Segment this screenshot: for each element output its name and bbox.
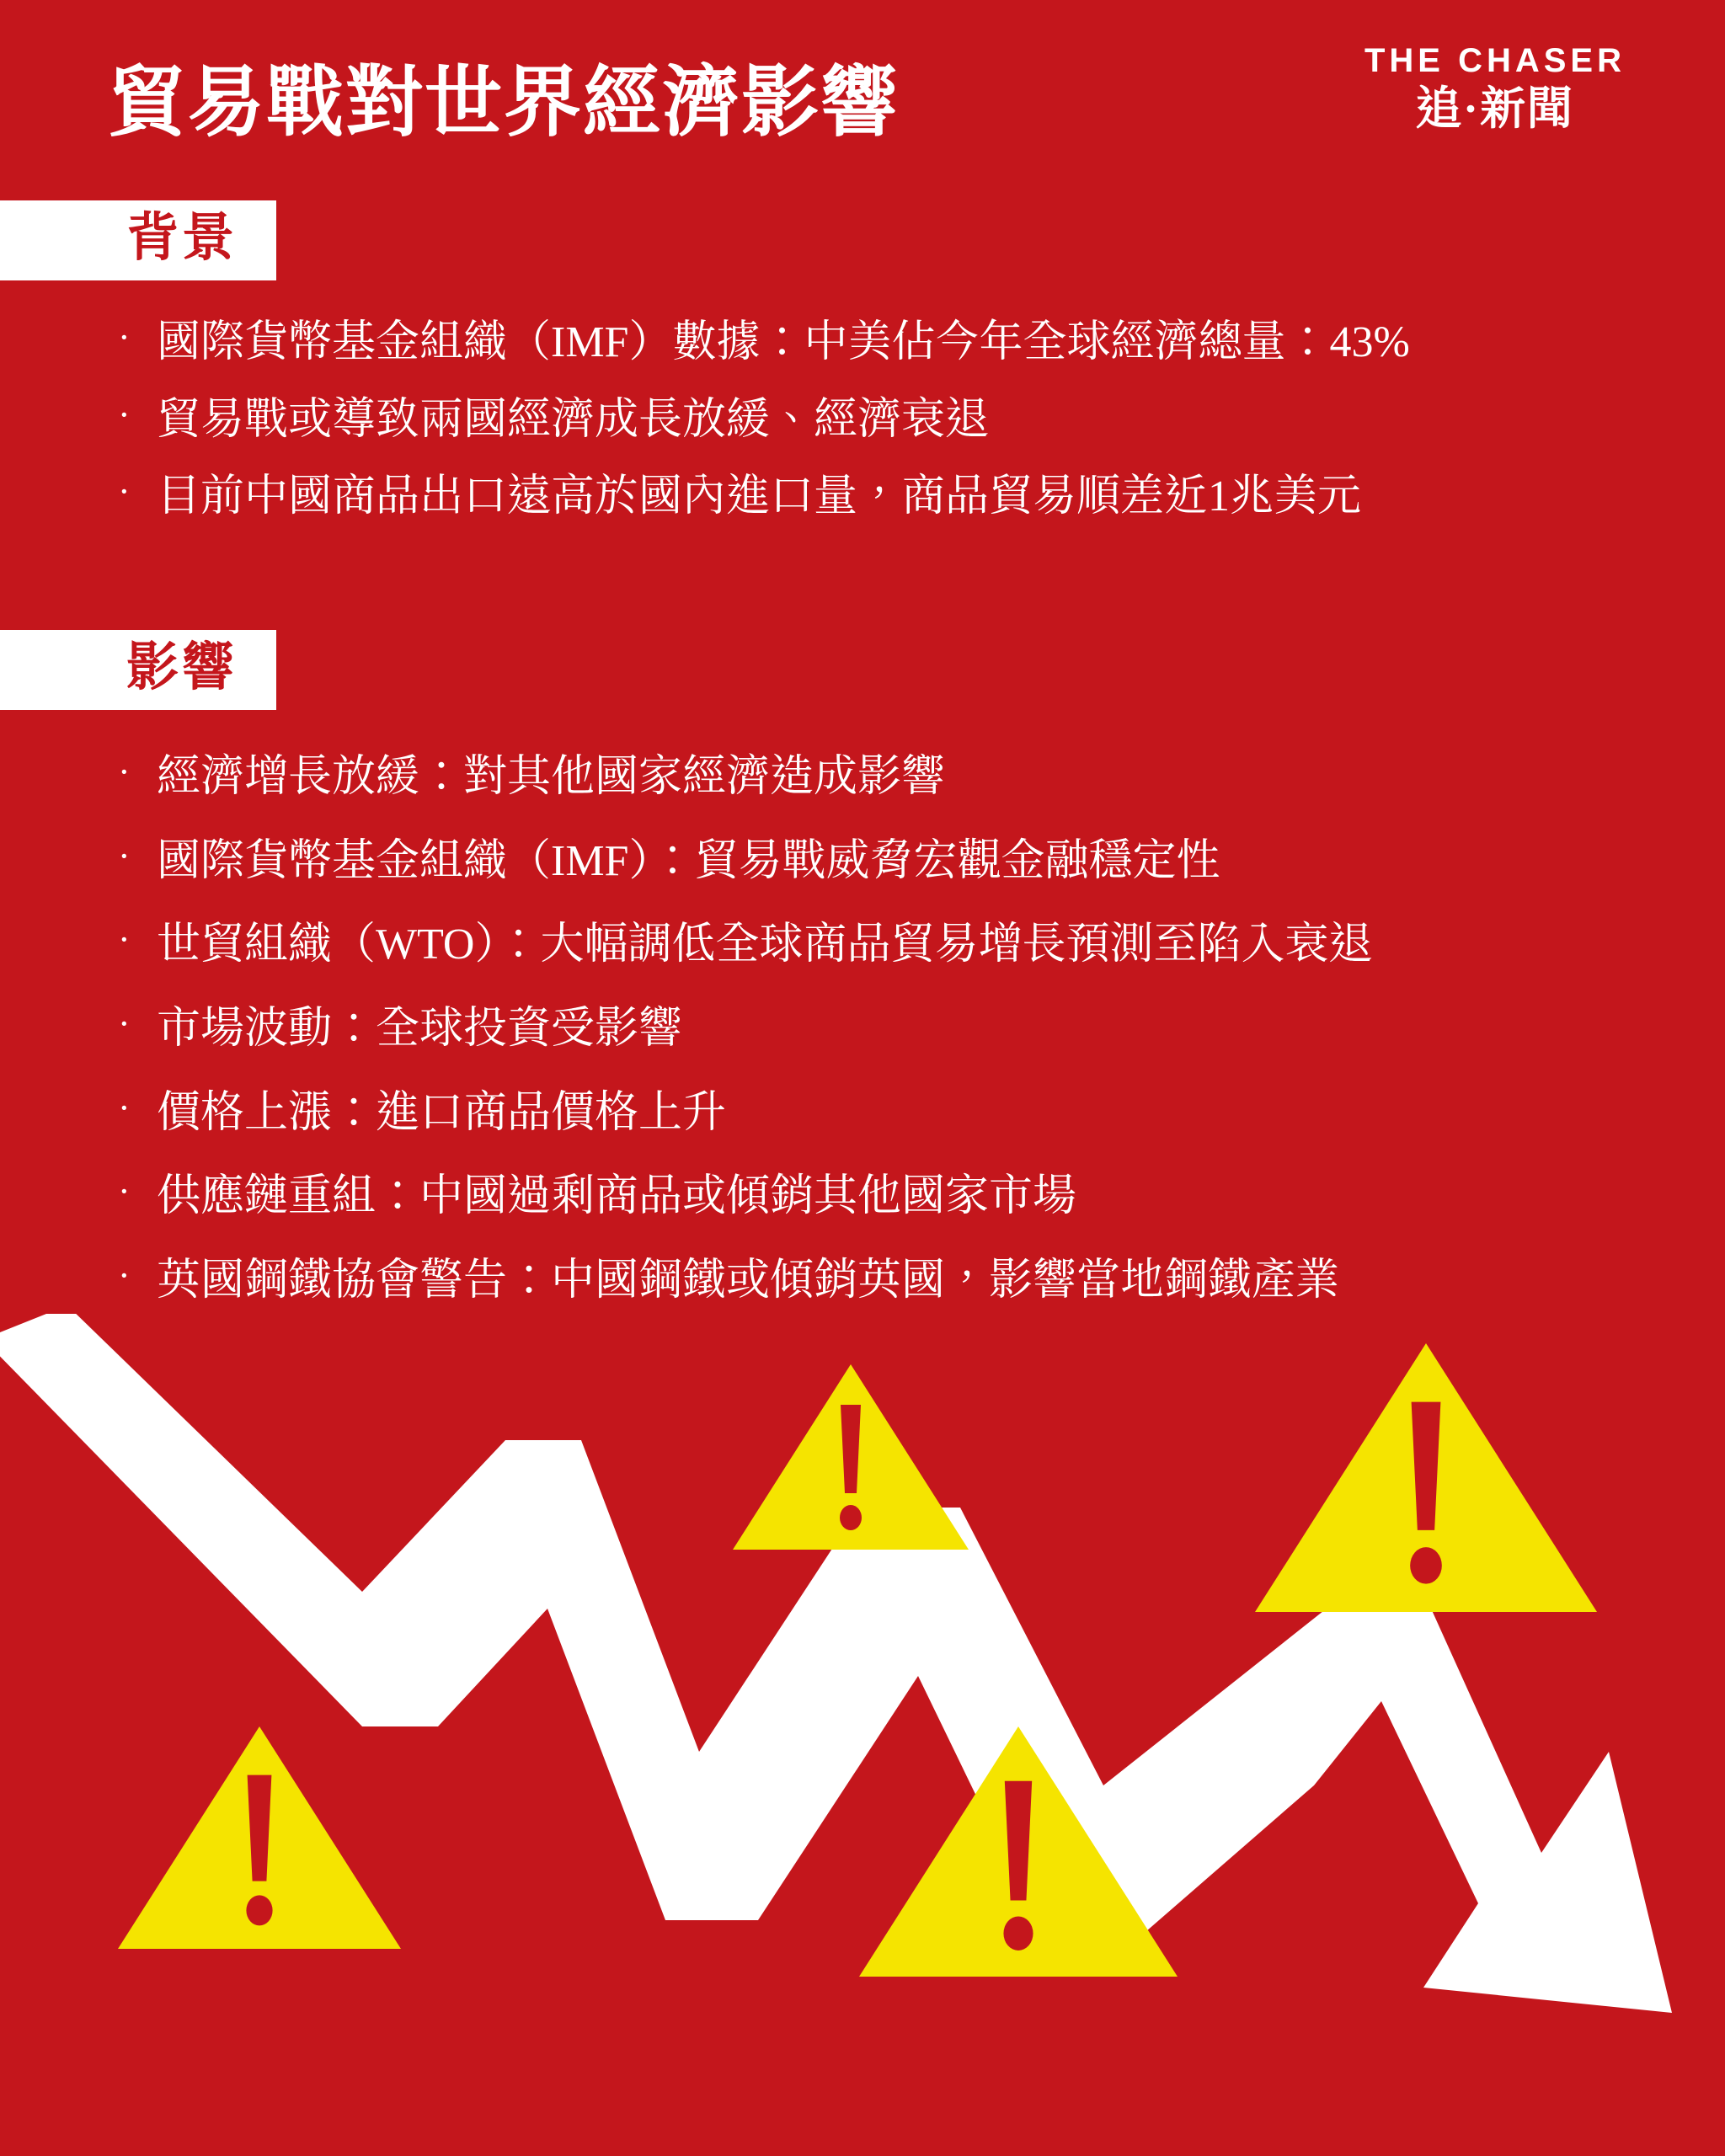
list-item [118, 832, 1649, 891]
list-item-text: 市場波動：全球投資受影響 [157, 1005, 683, 1054]
list-item-text: 國際貨幣基金組織（IMF）數據：中美佔今年全球經濟總量：43% [157, 318, 1410, 366]
brand-name-en: THE CHASER [1364, 42, 1626, 79]
warning-exclamation-triangle-icon [733, 1364, 969, 1550]
list-item-text: 價格上漲：進口商品價格上升 [157, 1088, 727, 1137]
list-item [118, 915, 1649, 974]
brand-name-zh: 追·新聞 [1415, 83, 1574, 134]
brand-logo [1364, 42, 1626, 134]
list-item [118, 391, 1649, 450]
list-item-text: 經濟增長放緩：對其他國家經濟造成影響 [157, 753, 946, 801]
bullet-list-impact [118, 748, 1649, 1336]
bullet-list-background [118, 313, 1649, 545]
list-item-text: 貿易戰或導致兩國經濟成長放緩、經濟衰退 [157, 395, 990, 444]
list-item [118, 467, 1649, 526]
bullet-marker-icon: · [118, 1171, 131, 1213]
section-label-background: 背景 [0, 200, 276, 280]
list-item-text: 供應鏈重組：中國過剩商品或傾銷其他國家市場 [157, 1172, 1077, 1221]
bottom-graphic [0, 1314, 1725, 2156]
bullet-marker-icon: · [118, 1255, 131, 1297]
bullet-marker-icon: · [118, 919, 131, 961]
list-item [118, 1000, 1649, 1059]
list-item-text: 世貿組織（WTO）：大幅調低全球商品貿易增長預測至陷入衰退 [157, 921, 1373, 969]
list-item [118, 1167, 1649, 1226]
bullet-marker-icon: · [118, 1003, 131, 1045]
list-item-text: 英國鋼鐵協會警告：中國鋼鐵或傾銷英國，影響當地鋼鐵產業 [157, 1257, 1340, 1305]
list-item [118, 1251, 1649, 1310]
list-item [118, 748, 1649, 807]
warning-exclamation-triangle-icon [118, 1726, 401, 1949]
page-title: 貿易戰對世界經濟影響 [108, 60, 900, 146]
bullet-marker-icon: · [118, 393, 131, 435]
section-label-impact: 影響 [0, 630, 276, 710]
bullet-marker-icon: · [118, 317, 131, 358]
list-item-text: 目前中國商品出口遠高於國內進口量，商品貿易順差近1兆美元 [157, 472, 1362, 521]
bullet-marker-icon: · [118, 751, 131, 792]
warning-exclamation-triangle-icon [1255, 1343, 1597, 1612]
poster-header [0, 0, 1725, 177]
list-item [118, 313, 1649, 372]
bullet-marker-icon: · [118, 471, 131, 513]
bullet-marker-icon: · [118, 835, 131, 877]
list-item-text: 國際貨幣基金組織（IMF）：貿易戰威脅宏觀金融穩定性 [157, 836, 1220, 885]
bullet-marker-icon: · [118, 1086, 131, 1129]
list-item [118, 1084, 1649, 1143]
